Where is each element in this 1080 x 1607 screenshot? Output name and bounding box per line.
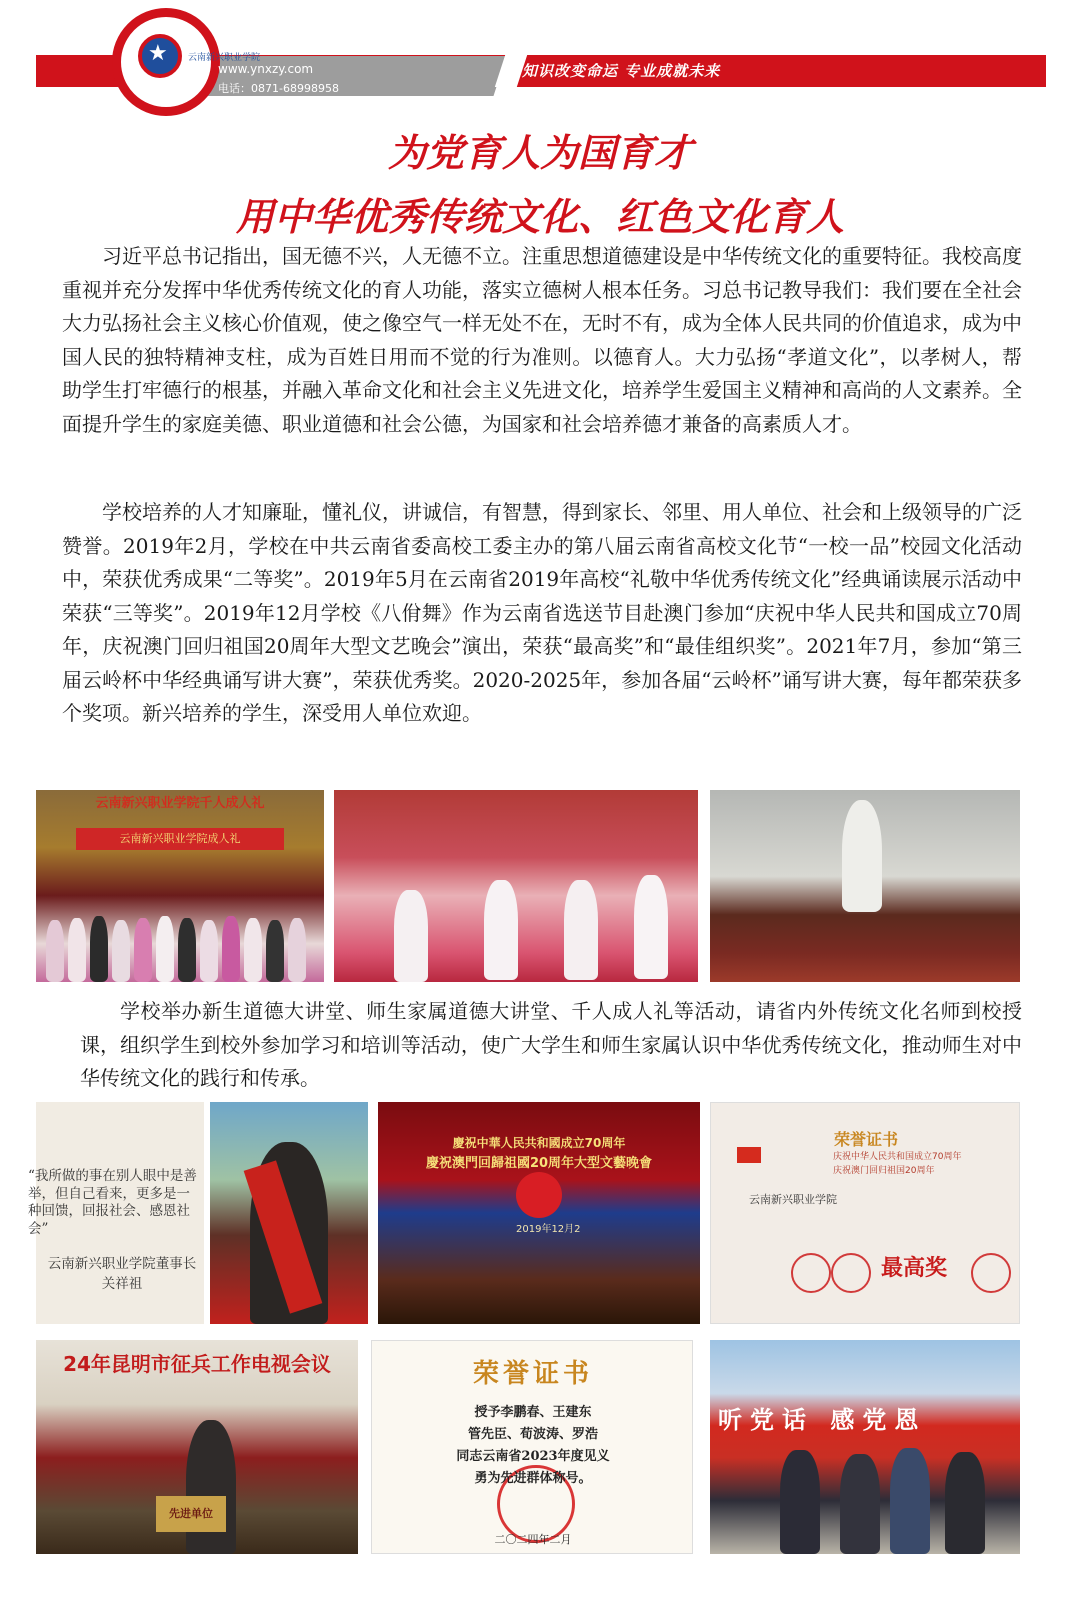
photo-hanfu-students-ceremony	[334, 790, 698, 982]
award-recipient	[186, 1420, 236, 1554]
certificate-subtitle-2: 庆祝澳门回归祖国20周年	[833, 1166, 935, 1176]
photo-conscription-meeting	[36, 1340, 358, 1554]
honored-students	[710, 1440, 1020, 1554]
website-url: www.ynxzy.com	[218, 62, 314, 76]
paragraph-intro: 习近平总书记指出，国无德不兴，人无德不立。注重思想道德建设是中华传统文化的重要特征。我校高度重视并充分发挥中华优秀传统文化的育人功能，落实立德树人根本任务。习总书记教导我们：我们要在全社会大力弘扬社会主义核心价值观，使之像空气一样无处不在，无时不有，成为全体人民共同的价值追求，成为中国人民的独特精神支柱，成为百姓日用而不觉的行为准则。以德育人。大力弘扬“孝道文化”，以孝树人，帮助学生打牢德行的根基，并融入革命文化和社会主义先进文化，培养学生爱国主义精神和高尚的人文素养。全面提升学生的家庭美德、职业道德和社会公德，为国家和社会培养德才兼备的高素质人才。	[62, 244, 1022, 436]
certificate-line-1: 授予李鹏春、王建东	[474, 1405, 592, 1420]
quote-signature	[36, 1254, 208, 1294]
photo-honor-certificate-macau	[710, 1102, 1020, 1324]
logo-text: 云南新兴职业学院	[188, 53, 261, 63]
certificate-subtitle-1: 庆祝中华人民共和国成立70周年	[833, 1152, 962, 1162]
photo-honor-certificate-bravery	[371, 1340, 693, 1554]
seal-icon	[971, 1253, 1011, 1293]
seal-icon	[831, 1253, 871, 1293]
chairman-quote: “我所做的事在别人眼中是善举，但自己看来，更多是一种回馈，回报社会、感恩社会”	[28, 1168, 197, 1237]
hanfu-students	[334, 850, 698, 982]
gala-banner-line-2: 慶祝澳門回歸祖國20周年大型文藝晚會	[425, 1156, 653, 1171]
logo-star-icon: ★	[148, 41, 168, 66]
outdoor-banner-text: 听党话 感党恩	[718, 1406, 927, 1434]
paragraph-awards: 学校培养的人才知廉耻，懂礼仪，讲诚信，有智慧，得到家长、邻里、用人单位、社会和上级领导的广泛赞誉。2019年2月，学校在中共云南省委高校工委主办的第八届云南省高校文化节“一校一品”校园文化活动中，荣获优秀成果“二等奖”。2019年5月在云南省2019年高校“礼敬中华优秀传统文化”经典诵读展示活动中荣获“三等奖”。2019年12月学校《八佾舞》作为云南省选送节目赴澳门参加“庆祝中华人民共和国成立70周年，庆祝澳门回归祖国20周年大型文艺晚会”演出，荣获“最高奖”和“最佳组织奖”。2021年7月，参加“第三届云岭杯中华经典诵写讲大赛”，荣获优秀奖。2020-2025年，参加各届“云岭杯”诵写讲大赛，每年都荣获多个奖项。新兴培养的学生，深受用人单位欢迎。	[62, 500, 1022, 725]
certificate-title: 荣誉证书	[472, 1359, 593, 1389]
photo-chairman-portrait	[210, 1102, 368, 1324]
certificate-title: 荣誉证书	[833, 1130, 898, 1149]
confucius-statue	[842, 800, 882, 912]
photo-coming-of-age-ceremony	[36, 790, 324, 982]
photo-macau-gala	[378, 1102, 700, 1324]
meeting-banner-text: 24年昆明市征兵工作电视会议	[63, 1352, 331, 1376]
page-header	[0, 0, 1080, 120]
certificate-line-4: 勇为先进群体称号。	[474, 1471, 592, 1486]
ceremony-banner-text: 云南新兴职业学院千人成人礼	[95, 796, 265, 811]
page-title-line-2: 用中华优秀传统文化、红色文化育人	[235, 195, 844, 239]
photo-confucius-statue-group	[710, 790, 1020, 982]
phone-number: 电话：0871-68998958	[218, 82, 339, 95]
certificate-line-3: 同志云南省2023年度见义	[456, 1449, 610, 1464]
certificate-recipient: 云南新兴职业学院	[749, 1193, 837, 1206]
photo-students-honor-outdoor	[710, 1340, 1020, 1554]
page-title-line-1: 为党育人为国育才	[387, 131, 692, 175]
paragraph-lectures: 学校举办新生道德大讲堂、师生家属道德大讲堂、千人成人礼等活动，请省内外传统文化名师到校授课，组织学生到校外参加学习和培训等活动，使广大学生和师生家属认识中华优秀传统文化，推动师生对中华传统文化的践行和传承。	[80, 999, 1022, 1090]
gala-emblem-icon	[516, 1172, 562, 1218]
ceremony-stage-sign: 云南新兴职业学院成人礼	[76, 828, 284, 850]
quote-signature-title: 云南新兴职业学院董事长	[47, 1256, 197, 1272]
seal-icon	[791, 1253, 831, 1293]
gala-date: 2019年12月2	[516, 1224, 581, 1235]
certificate-date: 二〇二四年二月	[494, 1533, 572, 1546]
advanced-unit-plaque: 先进单位	[156, 1496, 226, 1532]
ceremony-crowd	[36, 890, 324, 982]
certificate-award: 最高奖	[881, 1256, 948, 1281]
header-slogan: 知识改变命运 专业成就未来	[522, 62, 721, 80]
quote-signature-name: 关祥祖	[101, 1276, 143, 1292]
certificate-line-2: 管先臣、荀波涛、罗浩	[467, 1427, 598, 1442]
gala-banner-line-1: 慶祝中華人民共和國成立70周年	[452, 1136, 626, 1150]
